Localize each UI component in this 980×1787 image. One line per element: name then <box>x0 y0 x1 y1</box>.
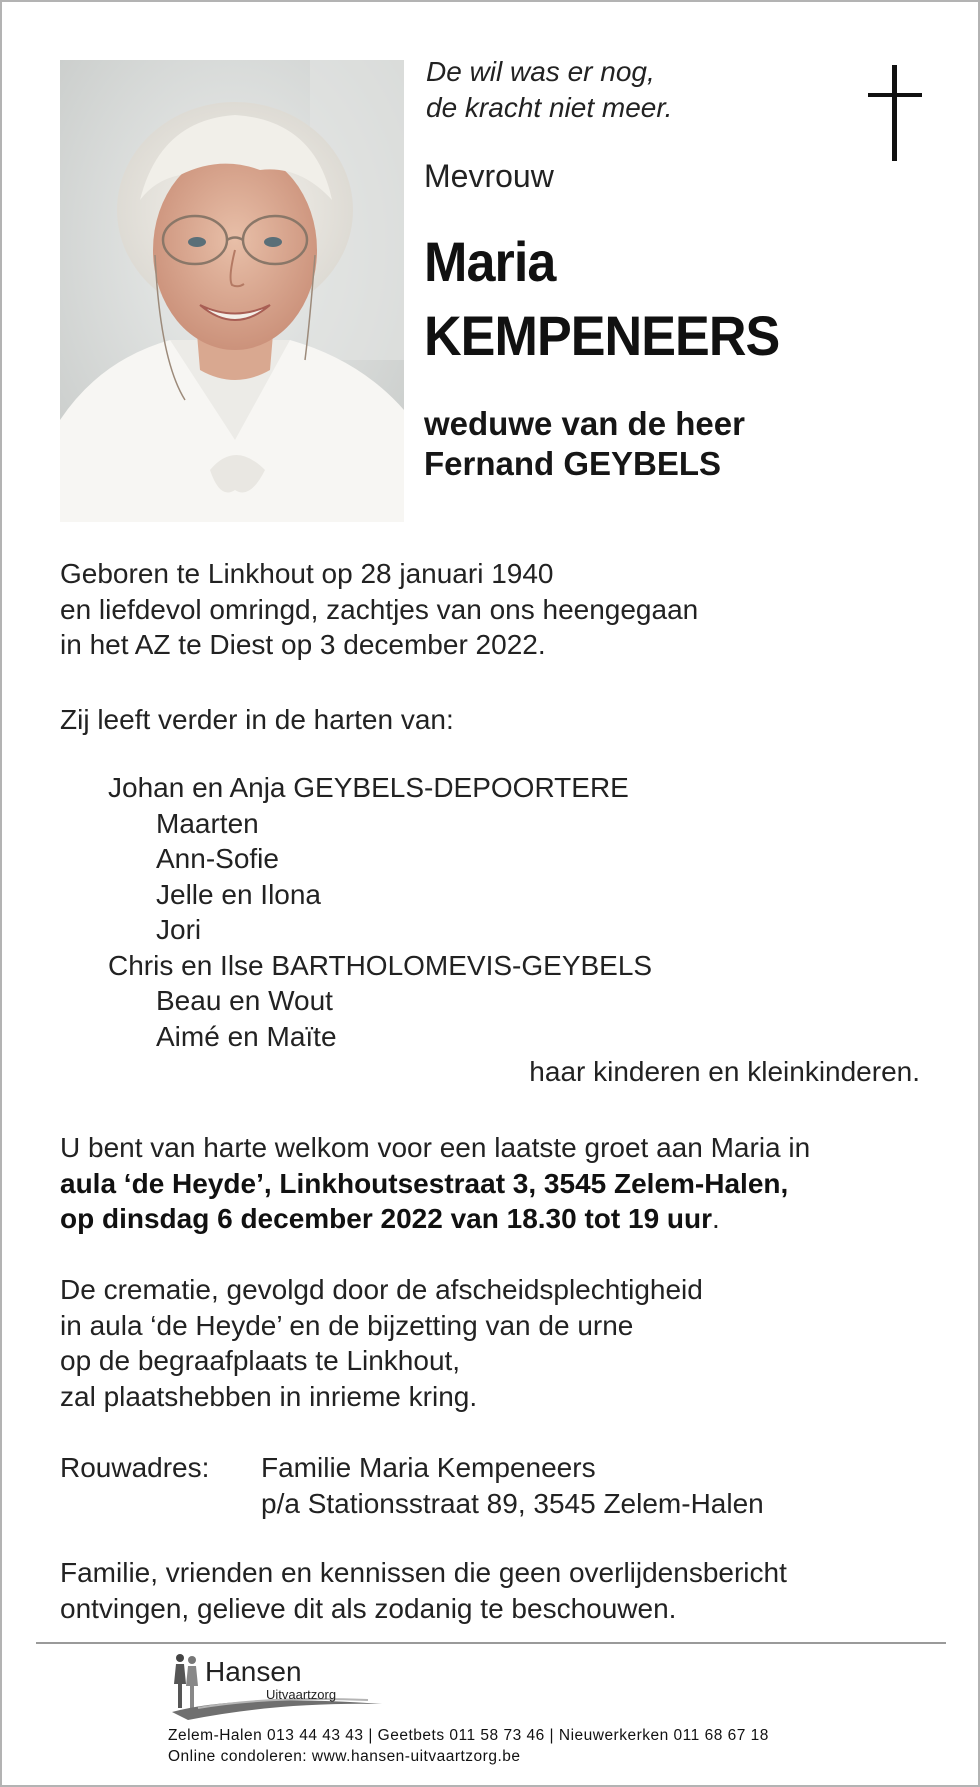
grandchild: Maarten <box>156 807 259 839</box>
relation-caption: haar kinderen en kleinkinderen. <box>529 1056 920 1087</box>
visitation-location: aula ‘de Heyde’, Linkhoutsestraat 3, 3545 Zelem-Halen, <box>60 1167 789 1199</box>
first-name: Maria <box>424 230 556 293</box>
birth-line: in het AZ te Diest op 3 december 2022. <box>60 629 546 660</box>
closing-line: ontvingen, gelieve dit als zodanig te beschouwen. <box>60 1592 677 1624</box>
birth-death-paragraph <box>60 556 930 663</box>
birth-line: en liefdevol omringd, zachtjes van ons heengegaan <box>60 593 699 625</box>
cross-icon <box>868 65 922 161</box>
ceremony-line: zal plaatshebben in inrieme kring. <box>60 1380 478 1412</box>
grandchild: Ann-Sofie <box>156 843 279 874</box>
grandchild: Beau en Wout <box>156 985 333 1016</box>
funeral-home-name: Hansen <box>205 1656 302 1687</box>
survivors-intro: Zij leeft verder in de harten van: <box>60 704 454 735</box>
funeral-home-subtitle: Uitvaartzorg <box>266 1687 337 1702</box>
spouse-line: weduwe van de heer <box>424 405 745 442</box>
grandchild: Aimé en Maïte <box>156 1020 337 1052</box>
closing-paragraph <box>60 1555 930 1626</box>
spouse-line: Fernand GEYBELS <box>424 445 722 482</box>
grandchild: Jelle en Ilona <box>156 878 322 910</box>
ceremony-paragraph <box>60 1272 930 1414</box>
child-family: Chris en Ilse BARTHOLOMEVIS-GEYBELS <box>108 949 653 981</box>
motto <box>426 54 672 126</box>
closing-line: Familie, vrienden en kennissen die geen overlijdensbericht <box>60 1557 787 1588</box>
motto-line: de kracht niet meer. <box>426 92 673 123</box>
contact-phones: Zelem-Halen 013 44 43 43 | Geetbets 011 58 73 46 | Nieuwerkerken 011 68 67 18 <box>168 1727 769 1744</box>
grandchild: Jori <box>156 914 202 945</box>
mourning-address <box>261 1450 764 1522</box>
visitation-period: . <box>712 1203 720 1234</box>
visitation-datetime: op dinsdag 6 december 2022 van 18.30 tot 19 uur <box>60 1203 713 1234</box>
ceremony-line: op de begraafplaats te Linkhout, <box>60 1345 461 1376</box>
ceremony-line: De crematie, gevolgd door de afscheidsplechtigheid <box>60 1274 703 1305</box>
birth-line: Geboren te Linkhout op 28 januari 1940 <box>60 558 554 589</box>
online-condolences: Online condoleren: www.hansen-uitvaartzorg.be <box>168 1748 521 1765</box>
spouse-info <box>424 404 745 484</box>
family-list <box>108 770 652 1054</box>
last-name: KEMPENEERS <box>424 304 780 367</box>
funeral-home-contact <box>168 1725 769 1767</box>
deceased-name <box>424 225 779 373</box>
child-family: Johan en Anja GEYBELS-DEPOORTERE <box>108 772 629 803</box>
address-line: p/a Stationsstraat 89, 3545 Zelem-Halen <box>261 1488 764 1519</box>
visitation-paragraph <box>60 1130 930 1237</box>
motto-line: De wil was er nog, <box>426 56 655 87</box>
address-line: Familie Maria Kempeneers <box>261 1452 596 1483</box>
footer-divider <box>36 1642 946 1644</box>
address-label: Rouwadres: <box>60 1452 210 1483</box>
visitation-intro: U bent van harte welkom voor een laatste groet aan Maria in <box>60 1132 811 1163</box>
portrait-photo <box>60 60 404 522</box>
ceremony-line: in aula ‘de Heyde’ en de bijzetting van de urne <box>60 1309 634 1341</box>
honorific: Mevrouw <box>424 158 554 194</box>
